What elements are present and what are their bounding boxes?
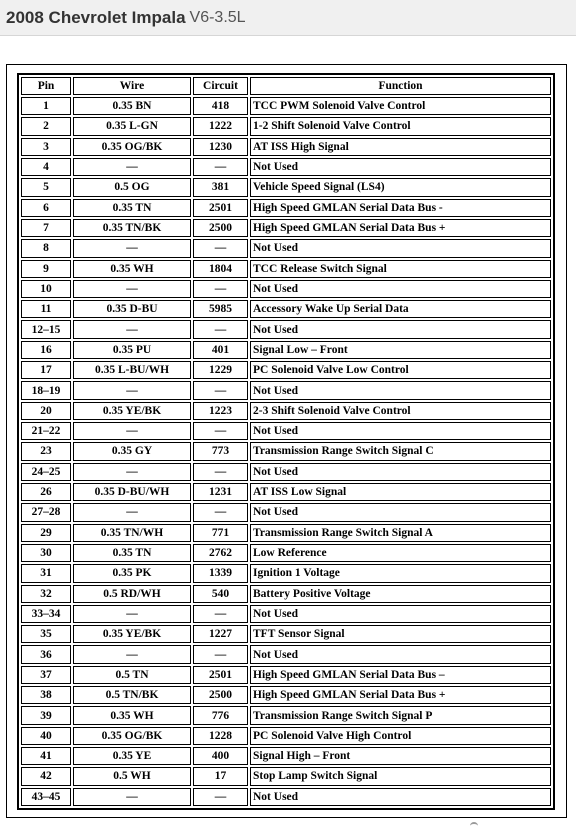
cell-circuit: —: [193, 605, 248, 623]
cell-function: Transmission Range Switch Signal C: [250, 442, 551, 460]
table-row: [21, 625, 551, 643]
cell-pin: 42: [21, 767, 71, 785]
cell-wire: 0.35 L-BU/WH: [73, 361, 191, 379]
cell-circuit: 1222: [193, 117, 248, 135]
table-row: [21, 341, 551, 359]
cell-wire: 0.5 RD/WH: [73, 585, 191, 603]
partial-icon: [470, 822, 478, 830]
cell-pin: 26: [21, 483, 71, 501]
cell-wire: 0.35 TN: [73, 199, 191, 217]
table-row: [21, 442, 551, 460]
table-row: [21, 402, 551, 420]
cell-function: Not Used: [250, 239, 551, 257]
column-header-circuit: Circuit: [193, 77, 248, 95]
table-row: [21, 178, 551, 196]
page-header: [0, 0, 576, 36]
cell-wire: —: [73, 463, 191, 481]
table-body: [21, 97, 551, 806]
cell-circuit: —: [193, 463, 248, 481]
cell-wire: 0.5 TN: [73, 666, 191, 684]
cell-pin: 4: [21, 158, 71, 176]
cell-wire: 0.35 L-GN: [73, 117, 191, 135]
cell-circuit: 1804: [193, 260, 248, 278]
table-row: [21, 605, 551, 623]
cell-wire: —: [73, 605, 191, 623]
connector-pinout-table: [17, 73, 555, 810]
table-row: [21, 767, 551, 785]
cell-circuit: 2501: [193, 666, 248, 684]
cell-circuit: 1227: [193, 625, 248, 643]
cell-wire: 0.35 D-BU/WH: [73, 483, 191, 501]
cell-pin: 27–28: [21, 503, 71, 521]
table-row: [21, 666, 551, 684]
cell-circuit: —: [193, 503, 248, 521]
table-row: [21, 422, 551, 440]
table-row: [21, 280, 551, 298]
cell-wire: 0.35 YE/BK: [73, 625, 191, 643]
cell-circuit: 773: [193, 442, 248, 460]
cell-pin: 36: [21, 645, 71, 663]
cell-circuit: 400: [193, 747, 248, 765]
cell-pin: 1: [21, 97, 71, 115]
cell-function: 1-2 Shift Solenoid Valve Control: [250, 117, 551, 135]
cell-function: TCC PWM Solenoid Valve Control: [250, 97, 551, 115]
cell-pin: 37: [21, 666, 71, 684]
cell-function: Transmission Range Switch Signal P: [250, 706, 551, 724]
cell-pin: 2: [21, 117, 71, 135]
cell-function: Not Used: [250, 503, 551, 521]
cell-function: AT ISS High Signal: [250, 138, 551, 156]
cell-pin: 12–15: [21, 320, 71, 338]
table-row: [21, 158, 551, 176]
cell-circuit: 1228: [193, 727, 248, 745]
cell-function: Signal Low – Front: [250, 341, 551, 359]
cell-wire: —: [73, 320, 191, 338]
cell-function: Not Used: [250, 320, 551, 338]
cell-circuit: 17: [193, 767, 248, 785]
table-row: [21, 138, 551, 156]
cell-circuit: 2500: [193, 686, 248, 704]
cell-circuit: 418: [193, 97, 248, 115]
cell-circuit: 771: [193, 524, 248, 542]
table-row: [21, 117, 551, 135]
column-header-function: Function: [250, 77, 551, 95]
cell-circuit: —: [193, 645, 248, 663]
cell-wire: 0.35 OG/BK: [73, 727, 191, 745]
cell-function: Not Used: [250, 645, 551, 663]
cell-function: Not Used: [250, 158, 551, 176]
cell-function: Not Used: [250, 280, 551, 298]
cell-function: TCC Release Switch Signal: [250, 260, 551, 278]
cell-circuit: —: [193, 158, 248, 176]
cell-circuit: —: [193, 239, 248, 257]
column-header-wire: Wire: [73, 77, 191, 95]
table-row: [21, 97, 551, 115]
table-row: [21, 199, 551, 217]
table-row: [21, 544, 551, 562]
cell-wire: —: [73, 503, 191, 521]
table-row: [21, 361, 551, 379]
table-row: [21, 239, 551, 257]
cell-circuit: 540: [193, 585, 248, 603]
table-row: [21, 483, 551, 501]
cell-wire: —: [73, 645, 191, 663]
cell-circuit: 5985: [193, 300, 248, 318]
cell-pin: 41: [21, 747, 71, 765]
cell-function: 2-3 Shift Solenoid Valve Control: [250, 402, 551, 420]
table-row: [21, 381, 551, 399]
cell-wire: 0.35 PK: [73, 564, 191, 582]
cell-wire: 0.35 PU: [73, 341, 191, 359]
cell-wire: —: [73, 158, 191, 176]
table-row: [21, 706, 551, 724]
table-row: [21, 747, 551, 765]
cell-wire: 0.35 OG/BK: [73, 138, 191, 156]
cell-pin: 43–45: [21, 788, 71, 806]
table-row: [21, 727, 551, 745]
table-row: [21, 524, 551, 542]
cell-circuit: —: [193, 320, 248, 338]
cell-pin: 31: [21, 564, 71, 582]
cell-pin: 6: [21, 199, 71, 217]
table-row: [21, 686, 551, 704]
table-row: [21, 219, 551, 237]
cell-pin: 9: [21, 260, 71, 278]
cell-pin: 10: [21, 280, 71, 298]
cell-wire: —: [73, 788, 191, 806]
cell-function: High Speed GMLAN Serial Data Bus +: [250, 219, 551, 237]
cell-pin: 11: [21, 300, 71, 318]
column-header-pin: Pin: [21, 77, 71, 95]
cell-wire: 0.35 TN/BK: [73, 219, 191, 237]
table-row: [21, 463, 551, 481]
cell-pin: 35: [21, 625, 71, 643]
cell-pin: 32: [21, 585, 71, 603]
table-row: [21, 645, 551, 663]
cell-pin: 18–19: [21, 381, 71, 399]
table-row: [21, 320, 551, 338]
cell-wire: —: [73, 381, 191, 399]
cell-function: Battery Positive Voltage: [250, 585, 551, 603]
cell-pin: 23: [21, 442, 71, 460]
cell-function: PC Solenoid Valve High Control: [250, 727, 551, 745]
cell-function: Not Used: [250, 381, 551, 399]
cell-wire: 0.35 WH: [73, 260, 191, 278]
table-row: [21, 300, 551, 318]
cell-pin: 38: [21, 686, 71, 704]
cell-function: Signal High – Front: [250, 747, 551, 765]
cell-function: AT ISS Low Signal: [250, 483, 551, 501]
cell-function: High Speed GMLAN Serial Data Bus –: [250, 666, 551, 684]
cell-wire: 0.35 TN/WH: [73, 524, 191, 542]
cell-wire: —: [73, 422, 191, 440]
cell-function: Low Reference: [250, 544, 551, 562]
table-row: [21, 503, 551, 521]
page-title: 2008 Chevrolet Impala: [6, 7, 186, 27]
cell-circuit: —: [193, 788, 248, 806]
cell-pin: 3: [21, 138, 71, 156]
cell-wire: —: [73, 280, 191, 298]
cell-function: Not Used: [250, 422, 551, 440]
cell-pin: 21–22: [21, 422, 71, 440]
cell-function: TFT Sensor Signal: [250, 625, 551, 643]
cell-function: Not Used: [250, 605, 551, 623]
cell-circuit: 2500: [193, 219, 248, 237]
cell-circuit: 401: [193, 341, 248, 359]
cell-circuit: —: [193, 280, 248, 298]
cell-wire: —: [73, 239, 191, 257]
cell-pin: 7: [21, 219, 71, 237]
cell-function: Ignition 1 Voltage: [250, 564, 551, 582]
cell-circuit: —: [193, 381, 248, 399]
cell-wire: 0.35 D-BU: [73, 300, 191, 318]
table-row: [21, 585, 551, 603]
cell-pin: 20: [21, 402, 71, 420]
cell-pin: 24–25: [21, 463, 71, 481]
cell-pin: 29: [21, 524, 71, 542]
cell-pin: 5: [21, 178, 71, 196]
cell-wire: 0.35 BN: [73, 97, 191, 115]
cell-circuit: 2762: [193, 544, 248, 562]
cell-pin: 33–34: [21, 605, 71, 623]
table-header-row: [21, 77, 551, 95]
cell-wire: 0.35 WH: [73, 706, 191, 724]
cell-wire: 0.5 OG: [73, 178, 191, 196]
cell-function: PC Solenoid Valve Low Control: [250, 361, 551, 379]
cell-wire: 0.5 TN/BK: [73, 686, 191, 704]
cell-circuit: —: [193, 422, 248, 440]
cell-pin: 8: [21, 239, 71, 257]
cell-function: Stop Lamp Switch Signal: [250, 767, 551, 785]
cell-wire: 0.35 GY: [73, 442, 191, 460]
cell-circuit: 2501: [193, 199, 248, 217]
cell-function: Not Used: [250, 463, 551, 481]
engine-subtitle: V6-3.5L: [189, 8, 246, 26]
pinout-image-frame: [6, 64, 567, 818]
cell-function: Accessory Wake Up Serial Data: [250, 300, 551, 318]
table-row: [21, 788, 551, 806]
table-row: [21, 260, 551, 278]
cell-pin: 30: [21, 544, 71, 562]
cell-wire: 0.35 YE: [73, 747, 191, 765]
table-row: [21, 564, 551, 582]
cell-wire: 0.35 TN: [73, 544, 191, 562]
cell-circuit: 1223: [193, 402, 248, 420]
cell-pin: 39: [21, 706, 71, 724]
cell-circuit: 1229: [193, 361, 248, 379]
cell-pin: 16: [21, 341, 71, 359]
cell-circuit: 1231: [193, 483, 248, 501]
cell-pin: 17: [21, 361, 71, 379]
cell-function: High Speed GMLAN Serial Data Bus -: [250, 199, 551, 217]
cell-wire: 0.35 YE/BK: [73, 402, 191, 420]
cell-circuit: 1230: [193, 138, 248, 156]
cell-circuit: 1339: [193, 564, 248, 582]
cell-function: Transmission Range Switch Signal A: [250, 524, 551, 542]
cell-circuit: 381: [193, 178, 248, 196]
cell-function: Vehicle Speed Signal (LS4): [250, 178, 551, 196]
cell-function: High Speed GMLAN Serial Data Bus +: [250, 686, 551, 704]
cell-wire: 0.5 WH: [73, 767, 191, 785]
cell-circuit: 776: [193, 706, 248, 724]
cell-function: Not Used: [250, 788, 551, 806]
cell-pin: 40: [21, 727, 71, 745]
